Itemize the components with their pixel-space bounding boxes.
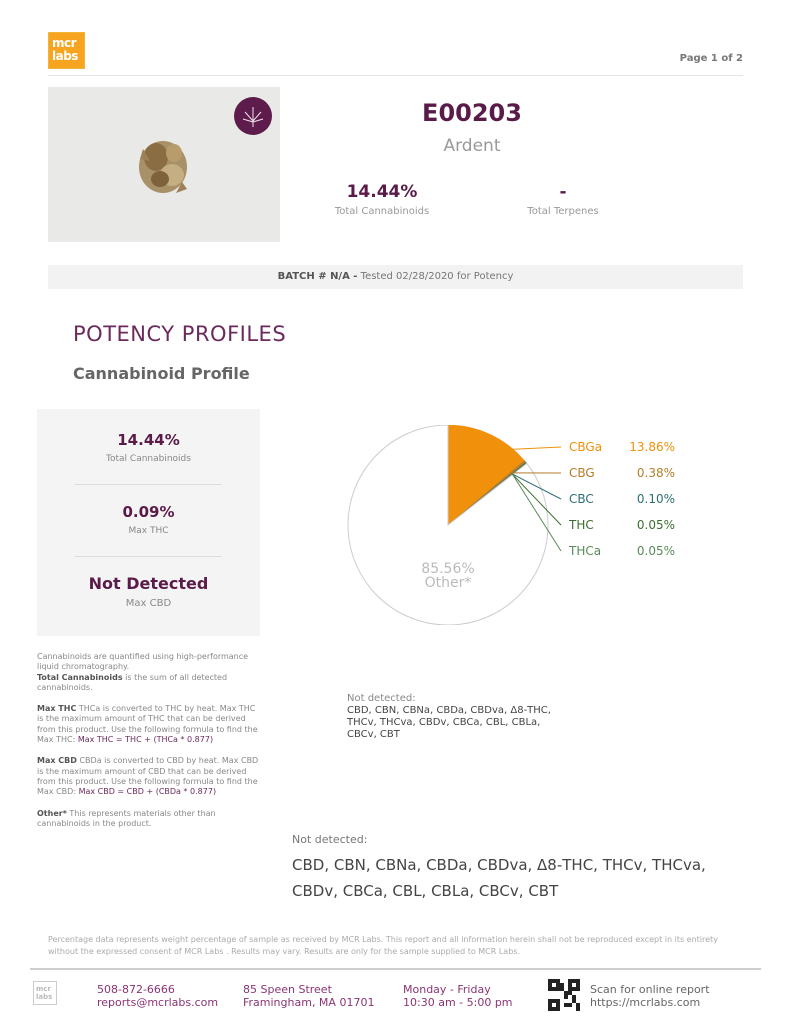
summary-max-thc-label: Max THC (128, 526, 169, 536)
footer-contact (97, 983, 218, 1009)
note-term: Max THC (37, 704, 77, 714)
footer-hours (403, 983, 513, 1009)
total-terpenes-value: - (559, 182, 567, 202)
slice-value: 0.38% (636, 466, 675, 480)
not-detected-heading: Not detected: (347, 693, 416, 704)
slice-label: CBC (569, 492, 594, 506)
summary-max-thc-value: 0.09% (122, 503, 175, 521)
sample-name: Ardent (443, 136, 501, 156)
footer-logo-top: mcr (36, 985, 51, 993)
slice-label: THC (569, 518, 594, 532)
footer-days: Monday - Friday (403, 983, 491, 996)
sample-id: E00203 (422, 99, 522, 127)
qr-code-icon[interactable] (548, 979, 580, 1011)
note-term: Max CBD (37, 756, 77, 766)
note-paragraph (37, 652, 262, 693)
batch-text: Tested 02/28/2020 for Potency (360, 271, 514, 282)
sample-photo (48, 87, 280, 242)
batch-bar (48, 265, 743, 289)
summary-total-value: 14.44% (117, 431, 180, 449)
note-text: Cannabinoids are quantified using high-performance liquid chromatography. (37, 652, 249, 672)
not-detected-large (292, 833, 712, 904)
note-term: Total Cannabinoids (37, 672, 123, 682)
summary-total (37, 431, 260, 464)
mcr-labs-logo (48, 32, 85, 69)
footer-street: 85 Speen Street (243, 983, 332, 996)
potency-summary-box (37, 409, 260, 636)
not-detected-small (347, 693, 567, 741)
not-detected-heading: Not detected: (292, 833, 368, 846)
section-subtitle: Cannabinoid Profile (73, 364, 250, 383)
footer-email[interactable]: reports@mcrlabs.com (97, 996, 219, 1009)
note-text: This represents materials other than cannabinoids in the product. (37, 808, 216, 828)
footer-url[interactable]: https://mcrlabs.com (590, 996, 701, 1009)
note-paragraph (37, 809, 262, 830)
summary-max-thc (37, 503, 260, 536)
page-number: Page 1 of 2 (679, 53, 743, 64)
summary-max-cbd (37, 574, 260, 609)
summary-max-cbd-label: Max CBD (125, 598, 172, 609)
disclaimer: Percentage data represents weight percentage of sample as received by MCR Labs. This report and all information herein shall not be reproduced except in its entirety without the expressed consent of MCR Labs . Results may vary. Results are only for the sample supplied to MCR Labs. (48, 935, 718, 956)
not-detected-list: CBD, CBN, CBNa, CBDa, CBDva, Δ8-THC, THCv, THCva, CBDv, CBCa, CBL, CBLa, CBCv, CBT (292, 856, 706, 900)
scan-label: Scan for online report (590, 983, 710, 996)
summary-max-cbd-value: Not Detected (88, 574, 209, 593)
note-paragraph (37, 704, 262, 745)
slice-value: 0.10% (636, 492, 675, 506)
logo-text-bottom: labs (52, 49, 78, 63)
note-text: CBDa is converted to CBD by heat. Max CBD is the maximum amount of CBD that can be derived from this product. Use the following formula to find the Max CBD: (37, 756, 259, 797)
not-detected-list: CBD, CBN, CBNa, CBDa, CBDva, Δ8-THC, THCv, THCva, CBDv, CBCa, CBL, CBLa, CBCv, CBT (347, 705, 551, 740)
summary-divider (75, 556, 222, 557)
batch-label: BATCH # N/A - (277, 271, 358, 282)
footer-address (243, 983, 374, 1009)
other-value: 85.56% (421, 561, 475, 577)
summary-divider (75, 484, 222, 485)
footer-time: 10:30 am - 5:00 pm (403, 996, 513, 1009)
total-cannabinoids-value: 14.44% (346, 182, 418, 202)
note-text: THCa is converted to THC by heat. Max THC is the maximum amount of THC that can be derived from this product. Use the following formula to find the Max THC: (37, 704, 258, 745)
header-divider (48, 75, 743, 76)
footer-logo-bottom: labs (36, 993, 53, 1001)
slice-value: 0.05% (636, 544, 675, 558)
footer-divider (30, 968, 761, 970)
note-term: Other* (37, 808, 67, 818)
max-cbd-formula: Max CBD = CBD + (CBDa * 0.877) (78, 787, 217, 797)
note-paragraph (37, 756, 262, 797)
cannabinoid-pie-chart (300, 425, 700, 625)
note-text: is the sum of all detected cannabinoids. (37, 672, 228, 692)
cannabis-leaf-icon (234, 97, 272, 135)
total-cannabinoids-stat (322, 182, 442, 217)
summary-total-label: Total Cannabinoids (106, 454, 191, 464)
footer-city: Framingham, MA 01701 (243, 996, 375, 1009)
total-terpenes-label: Total Terpenes (527, 206, 599, 217)
slice-label: CBGa (569, 440, 603, 454)
other-label: Other* (424, 575, 472, 591)
footer-logo (33, 981, 57, 1005)
slice-label: CBG (569, 466, 595, 480)
slice-value: 13.86% (629, 440, 675, 454)
footer-phone[interactable]: 508-872-6666 (97, 983, 175, 996)
slice-label: THCa (569, 544, 602, 558)
max-thc-formula: Max THC = THC + (THCa * 0.877) (77, 735, 214, 745)
total-cannabinoids-label: Total Cannabinoids (334, 206, 430, 217)
logo-text-top: mcr (52, 36, 77, 50)
total-terpenes-stat (508, 182, 618, 217)
potency-notes (37, 652, 262, 840)
footer-scan (590, 983, 710, 1009)
section-title: POTENCY PROFILES (73, 322, 287, 346)
slice-value: 0.05% (636, 518, 675, 532)
